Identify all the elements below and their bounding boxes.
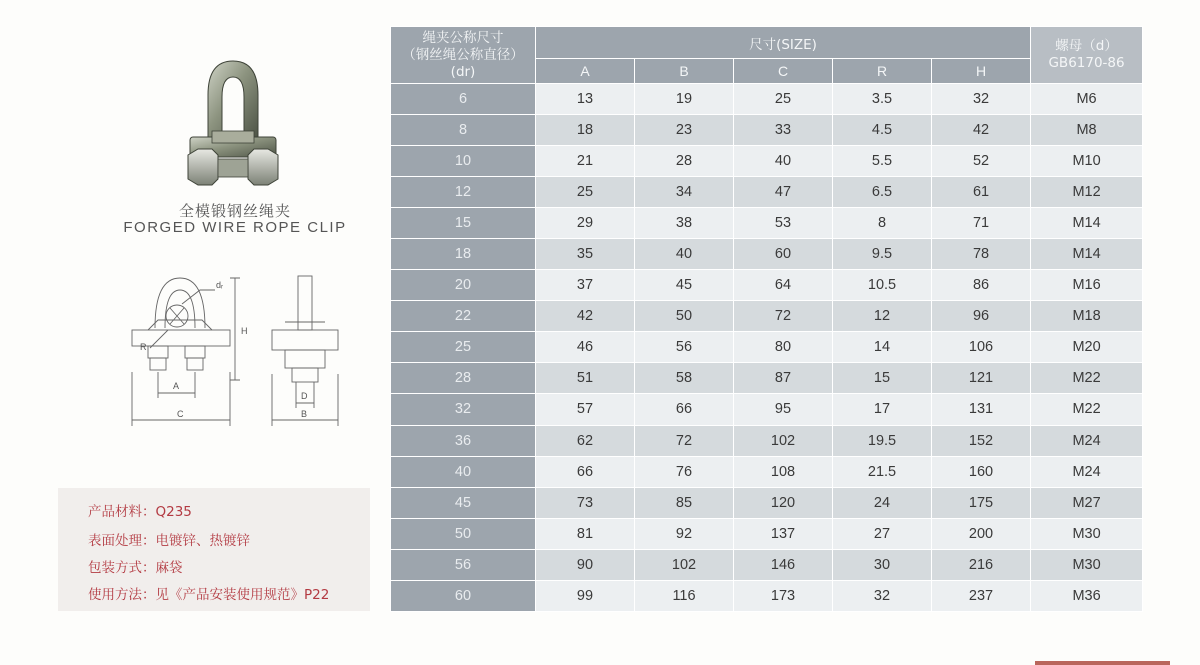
cell-nut: M36	[1031, 580, 1143, 611]
cell-h: 152	[932, 425, 1031, 456]
cell-c: 108	[734, 456, 833, 487]
spec-value: Q235	[155, 504, 192, 520]
cell-nut: M14	[1031, 239, 1143, 270]
cell-r: 8	[833, 208, 932, 239]
spec-surface	[88, 529, 250, 549]
cell-b: 66	[635, 394, 734, 425]
cell-b: 45	[635, 270, 734, 301]
cell-h: 52	[932, 146, 1031, 177]
cell-r: 32	[833, 580, 932, 611]
cell-a: 35	[536, 239, 635, 270]
cell-h: 175	[932, 487, 1031, 518]
header-dr	[391, 27, 536, 84]
cell-a: 18	[536, 115, 635, 146]
cell-b: 23	[635, 115, 734, 146]
cell-nut: M22	[1031, 363, 1143, 394]
table-row	[391, 177, 1143, 208]
cell-h: 121	[932, 363, 1031, 394]
cell-a: 37	[536, 270, 635, 301]
cell-dr: 22	[391, 301, 536, 332]
cell-c: 60	[734, 239, 833, 270]
header-dr-line: 绳夹公称尺寸	[422, 29, 504, 46]
cell-c: 72	[734, 301, 833, 332]
cell-dr: 8	[391, 115, 536, 146]
cell-a: 42	[536, 301, 635, 332]
corner-accent-bar	[1035, 661, 1170, 665]
cell-c: 53	[734, 208, 833, 239]
table-row	[391, 363, 1143, 394]
header-nut-line: GB6170-86	[1048, 55, 1125, 71]
cell-b: 102	[635, 549, 734, 580]
cell-dr: 32	[391, 394, 536, 425]
cell-h: 61	[932, 177, 1031, 208]
cell-a: 13	[536, 84, 635, 115]
cell-r: 14	[833, 332, 932, 363]
cell-dr: 56	[391, 549, 536, 580]
cell-r: 3.5	[833, 84, 932, 115]
cell-nut: M14	[1031, 208, 1143, 239]
cell-r: 4.5	[833, 115, 932, 146]
cell-h: 42	[932, 115, 1031, 146]
label-dr: dᵣ	[216, 280, 224, 290]
table-row	[391, 115, 1143, 146]
cell-dr: 36	[391, 425, 536, 456]
table-row	[391, 487, 1143, 518]
cell-r: 24	[833, 487, 932, 518]
spec-value: 见《产品安装使用规范》P22	[155, 587, 330, 603]
spec-label: 使用方法：	[88, 587, 156, 603]
cell-dr: 20	[391, 270, 536, 301]
cell-b: 76	[635, 456, 734, 487]
cell-r: 5.5	[833, 146, 932, 177]
cell-c: 40	[734, 146, 833, 177]
table-row	[391, 425, 1143, 456]
spec-usage	[88, 583, 329, 603]
cell-a: 29	[536, 208, 635, 239]
cell-dr: 12	[391, 177, 536, 208]
cell-dr: 10	[391, 146, 536, 177]
cell-c: 25	[734, 84, 833, 115]
cell-dr: 15	[391, 208, 536, 239]
spec-packaging	[88, 556, 183, 576]
cell-a: 21	[536, 146, 635, 177]
label-a: A	[173, 381, 180, 391]
technical-drawing	[120, 268, 360, 438]
cell-b: 28	[635, 146, 734, 177]
cell-b: 19	[635, 84, 734, 115]
cell-c: 173	[734, 580, 833, 611]
cell-a: 62	[536, 425, 635, 456]
spec-value: 电镀锌、热镀锌	[155, 533, 250, 549]
cell-r: 27	[833, 518, 932, 549]
cell-c: 47	[734, 177, 833, 208]
cell-r: 19.5	[833, 425, 932, 456]
label-r: R	[140, 342, 147, 352]
cell-a: 25	[536, 177, 635, 208]
cell-h: 86	[932, 270, 1031, 301]
cell-b: 40	[635, 239, 734, 270]
cell-r: 12	[833, 301, 932, 332]
header-nut	[1031, 27, 1143, 84]
cell-c: 87	[734, 363, 833, 394]
cell-a: 57	[536, 394, 635, 425]
table-row	[391, 580, 1143, 611]
label-c: C	[177, 409, 184, 419]
cell-c: 80	[734, 332, 833, 363]
cell-b: 34	[635, 177, 734, 208]
cell-a: 66	[536, 456, 635, 487]
table-row	[391, 208, 1143, 239]
cell-nut: M22	[1031, 394, 1143, 425]
label-h: H	[241, 326, 248, 336]
cell-dr: 45	[391, 487, 536, 518]
header-dr-line: （钢丝绳公称直径）	[402, 46, 524, 63]
cell-c: 95	[734, 394, 833, 425]
header-col-r: R	[833, 59, 932, 84]
cell-a: 73	[536, 487, 635, 518]
cell-h: 200	[932, 518, 1031, 549]
table-row	[391, 146, 1143, 177]
cell-r: 6.5	[833, 177, 932, 208]
header-col-c: C	[734, 59, 833, 84]
cell-c: 33	[734, 115, 833, 146]
cell-r: 10.5	[833, 270, 932, 301]
header-dr-line: (dr)	[450, 63, 476, 80]
spec-label: 包装方式：	[88, 560, 156, 576]
cell-b: 38	[635, 208, 734, 239]
cell-nut: M20	[1031, 332, 1143, 363]
cell-nut: M24	[1031, 456, 1143, 487]
spec-label: 表面处理：	[88, 533, 156, 549]
table-row	[391, 394, 1143, 425]
cell-a: 99	[536, 580, 635, 611]
table-row	[391, 518, 1143, 549]
spec-material	[88, 500, 192, 520]
cell-b: 56	[635, 332, 734, 363]
cell-dr: 18	[391, 239, 536, 270]
cell-r: 21.5	[833, 456, 932, 487]
table-row	[391, 84, 1143, 115]
cell-h: 96	[932, 301, 1031, 332]
cell-h: 131	[932, 394, 1031, 425]
product-name-cn: 全模锻钢丝绳夹	[178, 202, 291, 220]
cell-c: 64	[734, 270, 833, 301]
cell-r: 9.5	[833, 239, 932, 270]
table-row	[391, 239, 1143, 270]
cell-nut: M16	[1031, 270, 1143, 301]
header-nut-line: 螺母（d）	[1055, 38, 1118, 54]
header-col-a: A	[536, 59, 635, 84]
table-body	[391, 84, 1143, 612]
cell-h: 106	[932, 332, 1031, 363]
cell-h: 32	[932, 84, 1031, 115]
cell-a: 81	[536, 518, 635, 549]
cell-nut: M10	[1031, 146, 1143, 177]
cell-h: 78	[932, 239, 1031, 270]
header-col-b: B	[635, 59, 734, 84]
cell-a: 51	[536, 363, 635, 394]
label-b: B	[301, 409, 308, 419]
cell-dr: 28	[391, 363, 536, 394]
cell-b: 58	[635, 363, 734, 394]
cell-h: 160	[932, 456, 1031, 487]
cell-nut: M6	[1031, 84, 1143, 115]
cell-h: 216	[932, 549, 1031, 580]
cell-r: 17	[833, 394, 932, 425]
cell-c: 146	[734, 549, 833, 580]
cell-nut: M18	[1031, 301, 1143, 332]
wire-rope-clip-photo	[178, 55, 288, 195]
cell-dr: 6	[391, 84, 536, 115]
cell-nut: M30	[1031, 518, 1143, 549]
table-row	[391, 456, 1143, 487]
table-row	[391, 549, 1143, 580]
cell-nut: M30	[1031, 549, 1143, 580]
cell-c: 137	[734, 518, 833, 549]
header-size: 尺寸(SIZE)	[536, 27, 1031, 59]
dimension-table	[390, 26, 1143, 612]
cell-dr: 25	[391, 332, 536, 363]
cell-nut: M12	[1031, 177, 1143, 208]
cell-nut: M8	[1031, 115, 1143, 146]
cell-b: 72	[635, 425, 734, 456]
spec-label: 产品材料：	[88, 504, 156, 520]
table-row	[391, 270, 1143, 301]
cell-c: 102	[734, 425, 833, 456]
cell-r: 15	[833, 363, 932, 394]
spec-panel	[58, 488, 370, 611]
cell-r: 30	[833, 549, 932, 580]
cell-dr: 50	[391, 518, 536, 549]
table-row	[391, 301, 1143, 332]
cell-a: 46	[536, 332, 635, 363]
table-row	[391, 332, 1143, 363]
cell-b: 92	[635, 518, 734, 549]
cell-c: 120	[734, 487, 833, 518]
cell-dr: 60	[391, 580, 536, 611]
label-d: D	[301, 391, 308, 401]
cell-b: 116	[635, 580, 734, 611]
header-col-h: H	[932, 59, 1031, 84]
cell-b: 50	[635, 301, 734, 332]
cell-dr: 40	[391, 456, 536, 487]
cell-nut: M27	[1031, 487, 1143, 518]
product-name-en: FORGED WIRE ROPE CLIP	[123, 219, 347, 236]
cell-a: 90	[536, 549, 635, 580]
cell-nut: M24	[1031, 425, 1143, 456]
cell-h: 71	[932, 208, 1031, 239]
spec-value: 麻袋	[155, 560, 183, 576]
cell-h: 237	[932, 580, 1031, 611]
cell-b: 85	[635, 487, 734, 518]
